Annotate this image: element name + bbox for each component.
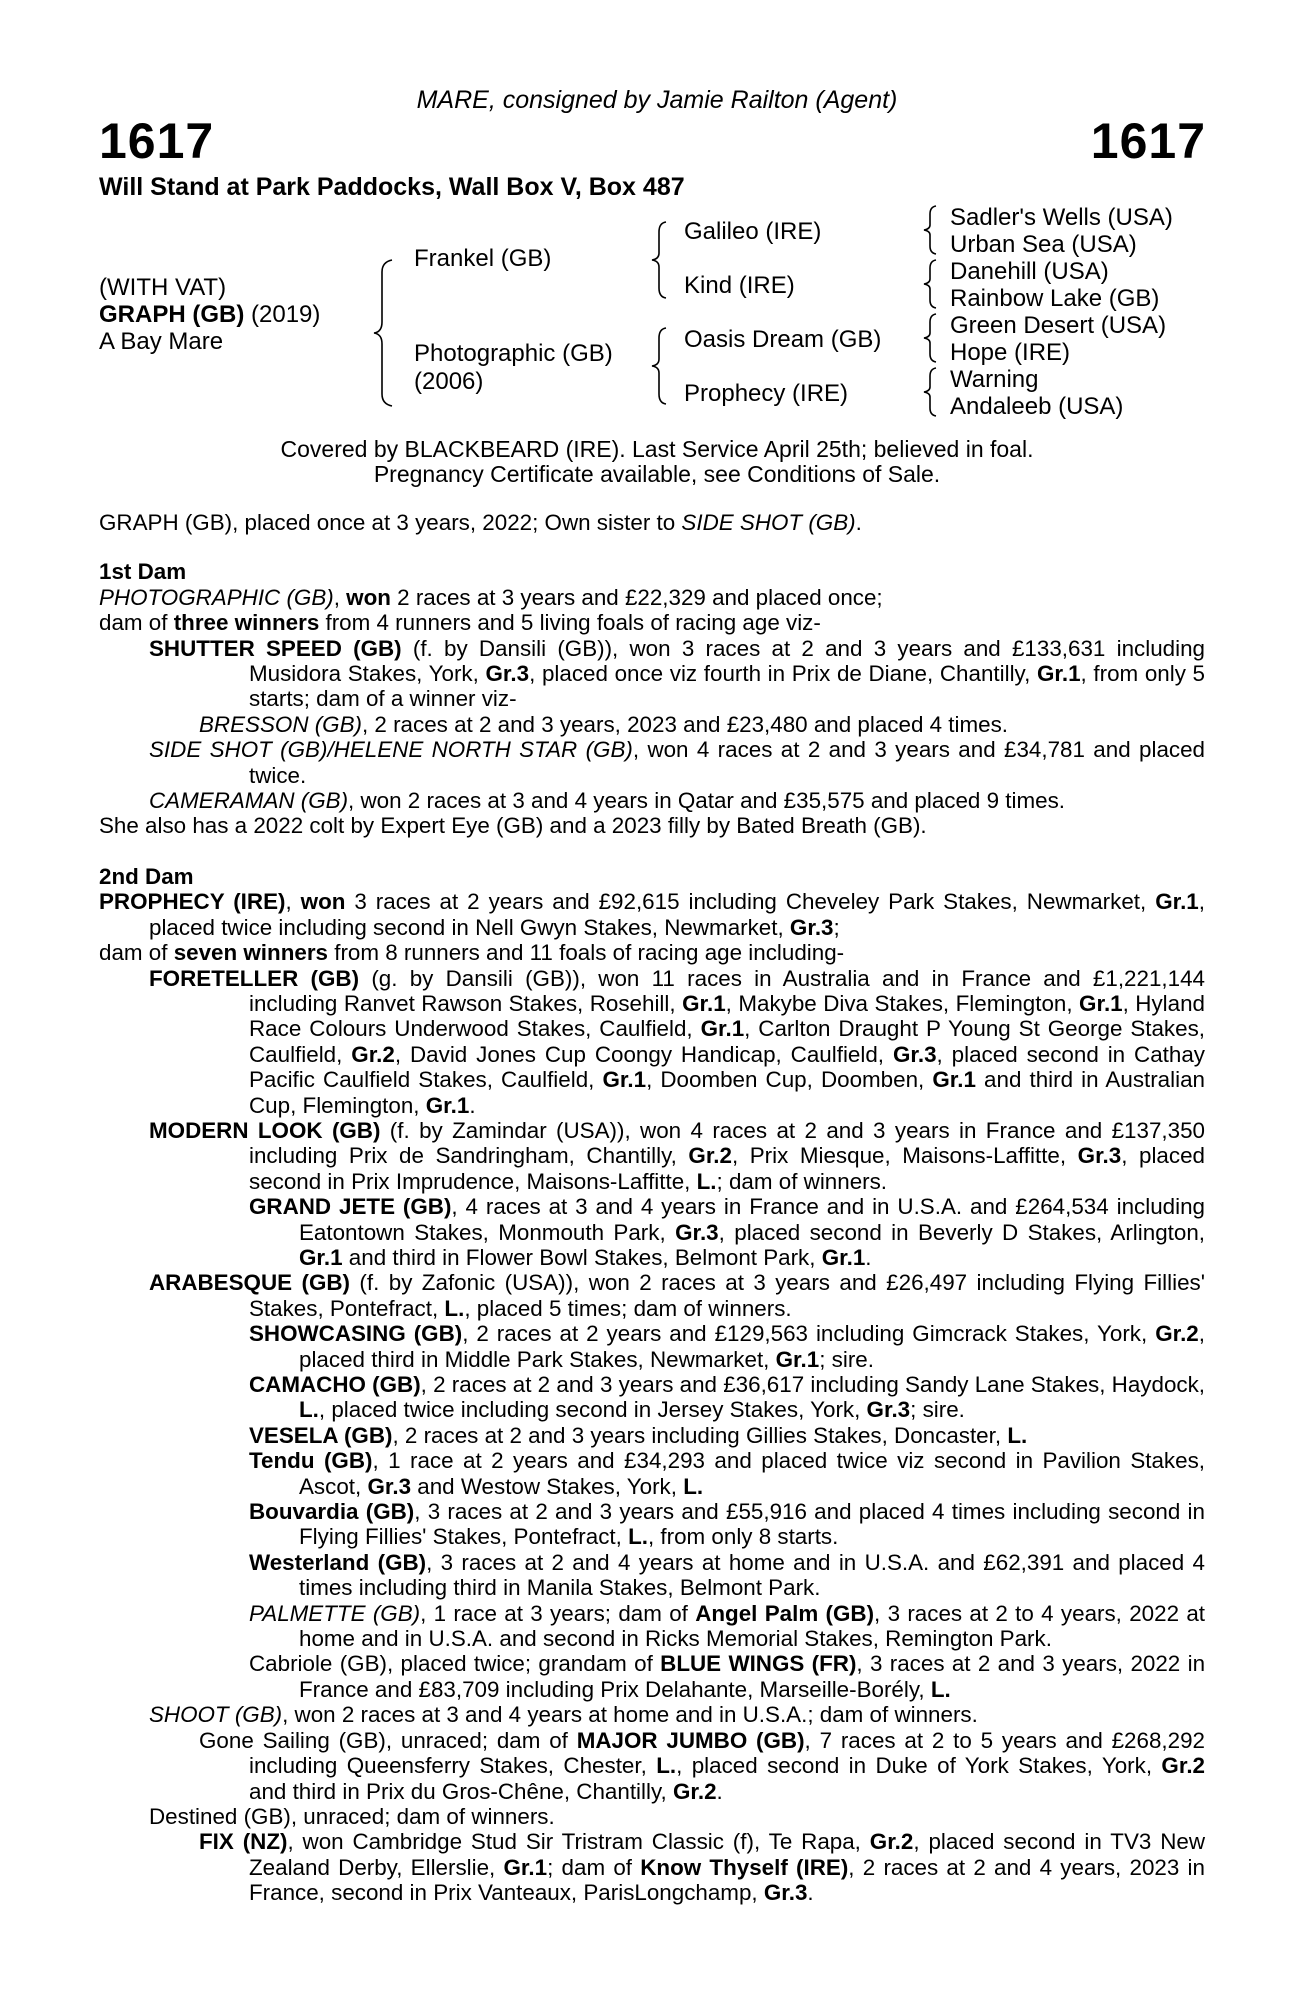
pedigree-brace-main — [372, 258, 394, 408]
produce-foreteller: FORETELLER (GB) (g. by Dansili (GB)), won 11 races in Australia and in France and £1,221,144 including Ranvet Rawson Stakes, Rosehill, Gr.1, Makybe Diva Stakes, Flemington, Gr.1, Hyland Race Colours Underwood Stakes, Caulfield, Gr.1, Carlton Draught P Young St George Stakes, Caulfield, Gr.2, David Jones Cup Coongy Handicap, Caulfield, Gr.3, placed second in Cathay Pacific Caulfield Stakes, Caulfield, Gr.1, Doomben Cup, Doomben, Gr.1 and third in Australian Cup, Flemington, Gr.1. — [149, 965, 1206, 1118]
horse-title — [99, 301, 320, 329]
covered-line-2: Pregnancy Certificate available, see Conditions of Sale. — [373, 461, 941, 487]
second-dam-heading: 2nd Dam — [99, 863, 194, 889]
produce-westerland: Westerland (GB), 3 races at 2 and 4 years at home and in U.S.A. and £62,391 and placed 4 times including third in Manila Stakes, Belmont Park. — [249, 1549, 1205, 1601]
pedigree-dam-year: (2006) — [414, 368, 484, 395]
produce-showcasing: SHOWCASING (GB), 2 races at 2 years and £129,563 including Gimcrack Stakes, York, Gr.2, placed third in Middle Park Stakes, Newmarket, Gr.1; sire. — [249, 1321, 1205, 1372]
pedigree-sire-dam: Kind (IRE) — [684, 272, 795, 299]
produce-bresson: BRESSON (GB), 2 races at 2 and 3 years, 2023 and £23,480 and placed 4 times. — [199, 711, 1009, 737]
vat-note: (WITH VAT) — [99, 274, 227, 301]
pedigree-dam-sire: Oasis Dream (GB) — [684, 326, 882, 353]
pedigree-g8: Andaleeb (USA) — [950, 393, 1124, 420]
first-dam-also: She also has a 2022 colt by Expert Eye (GB) and a 2023 filly by Bated Breath (GB). — [99, 813, 927, 839]
stand-location: Will Stand at Park Paddocks, Wall Box V, Box 487 — [99, 173, 685, 201]
pedigree-sire-sire: Galileo (IRE) — [684, 218, 822, 245]
first-dam-record: PHOTOGRAPHIC (GB), won 2 races at 3 years and £22,329 and placed once; — [99, 584, 883, 610]
produce-bouvardia: Bouvardia (GB), 3 races at 2 and 3 years and £55,916 and placed 4 times including second in Flying Fillies' Stakes, Pontefract, L., from only 8 starts. — [249, 1499, 1205, 1550]
produce-grand-jete: GRAND JETE (GB), 4 races at 3 and 4 years in France and in U.S.A. and £264,534 including Eatontown Stakes, Monmouth Park, Gr.3, placed second in Beverly D Stakes, Arlington, Gr.1 and third in Flower Bowl Stakes, Belmont Park, Gr.1. — [249, 1194, 1205, 1270]
pedigree-sire: Frankel (GB) — [414, 245, 552, 272]
produce-camacho: CAMACHO (GB), 2 races at 2 and 3 years and £36,617 including Sandy Lane Stakes, Haydock, L., placed twice including second in Jersey Stakes, York, Gr.3; sire. — [249, 1372, 1206, 1423]
lot-number-right: 1617 — [1090, 113, 1206, 169]
horse-description: A Bay Mare — [99, 328, 224, 355]
pedigree-g3: Danehill (USA) — [950, 258, 1109, 285]
consignment-line: MARE, consigned by Jamie Railton (Agent) — [416, 86, 898, 114]
pedigree-dam-dam: Prophecy (IRE) — [684, 380, 849, 407]
produce-side-shot: SIDE SHOT (GB)/HELENE NORTH STAR (GB), won 4 races at 2 and 3 years and £34,781 and placed twice. — [149, 737, 1205, 788]
pedigree-g2: Urban Sea (USA) — [950, 231, 1137, 258]
pedigree-dam: Photographic (GB) — [414, 340, 613, 367]
pedigree-brace-sire — [650, 220, 668, 300]
pedigree-g1: Sadler's Wells (USA) — [950, 204, 1173, 231]
pedigree-g4: Rainbow Lake (GB) — [950, 285, 1160, 312]
produce-fix: FIX (NZ), won Cambridge Stud Sir Tristram Classic (f), Te Rapa, Gr.2, placed second in TV3 New Zealand Derby, Ellerslie, Gr.1; dam of Know Thyself (IRE), 2 races at 2 and 4 years, 2023 in France, second in Prix Vanteaux, ParisLongchamp, Gr.3. — [199, 1829, 1205, 1906]
produce-modern-look: MODERN LOOK (GB) (f. by Zamindar (USA)), won 4 races at 2 and 3 years in France and £137,350 including Prix de Sandringham, Chantilly, Gr.2, Prix Miesque, Maisons-Laffitte, Gr.3, placed second in Prix Imprudence, Maisons-Laffitte, L.; dam of winners. — [149, 1117, 1205, 1194]
produce-tendu: Tendu (GB), 1 race at 2 years and £34,293 and placed twice viz second in Pavilion Stakes, Ascot, Gr.3 and Westow Stakes, York, L. — [249, 1448, 1205, 1499]
covered-line-1: Covered by BLACKBEARD (IRE). Last Service April 25th; believed in foal. — [280, 436, 1034, 462]
horse-year: (2019) — [251, 301, 321, 328]
pedigree-brace-dam — [650, 326, 668, 406]
catalogue-body — [99, 510, 1205, 1906]
pedigree-g5: Green Desert (USA) — [950, 312, 1167, 339]
produce-gone-sailing: Gone Sailing (GB), unraced; dam of MAJOR JUMBO (GB), 7 races at 2 to 5 years and £268,292 including Queensferry Stakes, Chester, L., placed second in Duke of York Stakes, York, Gr.2 and third in Prix du Gros-Chêne, Chantilly, Gr.2. — [199, 1727, 1205, 1804]
second-dam-record: PROPHECY (IRE), won 3 races at 2 years and £92,615 including Cheveley Park Stakes, Newmarket, Gr.1, placed twice including second in Nell Gwyn Stakes, Newmarket, Gr.3; — [99, 889, 1205, 940]
pedigree-brace-g78 — [922, 366, 938, 418]
produce-cameraman: CAMERAMAN (GB), won 2 races at 3 and 4 years in Qatar and £35,575 and placed 9 times. — [149, 788, 1065, 814]
produce-shutter-speed: SHUTTER SPEED (GB) (f. by Dansili (GB)), won 3 races at 2 and 3 years and £133,631 including Musidora Stakes, York, Gr.3, placed once viz fourth in Prix de Diane, Chantilly, Gr.1, from only 5 starts; dam of a winner viz- — [149, 635, 1205, 712]
produce-shoot: SHOOT (GB), won 2 races at 3 and 4 years at home and in U.S.A.; dam of winners. — [149, 1702, 978, 1728]
produce-palmette: PALMETTE (GB), 1 race at 3 years; dam of Angel Palm (GB), 3 races at 2 to 4 years, 2022 at home and in U.S.A. and second in Ricks Memorial Stakes, Remington Park. — [249, 1600, 1206, 1652]
produce-vesela: VESELA (GB), 2 races at 2 and 3 years including Gillies Stakes, Doncaster, L. — [249, 1422, 1028, 1448]
pedigree-brace-g34 — [922, 258, 938, 310]
pedigree-g6: Hope (IRE) — [950, 339, 1071, 366]
lot-number-left: 1617 — [99, 113, 215, 169]
pedigree-brace-g12 — [922, 204, 938, 256]
summary-line: GRAPH (GB), placed once at 3 years, 2022; Own sister to SIDE SHOT (GB). — [99, 510, 862, 535]
produce-destined: Destined (GB), unraced; dam of winners. — [149, 1803, 555, 1829]
horse-name: GRAPH (GB) — [99, 301, 245, 328]
second-dam-produce: dam of seven winners from 8 runners and 11 foals of racing age including- — [99, 940, 845, 966]
pedigree-g7: Warning — [950, 366, 1039, 393]
produce-arabesque: ARABESQUE (GB) (f. by Zafonic (USA)), won 2 races at 3 years and £26,497 including Flying Fillies' Stakes, Pontefract, L., placed 5 times; dam of winners. — [149, 1270, 1205, 1321]
pedigree-brace-g56 — [922, 312, 938, 364]
first-dam-produce: dam of three winners from 4 runners and 5 living foals of racing age viz- — [99, 610, 821, 636]
first-dam-heading: 1st Dam — [99, 559, 187, 585]
produce-cabriole: Cabriole (GB), placed twice; grandam of BLUE WINGS (FR), 3 races at 2 and 3 years, 2022 in France and £83,709 including Prix Delahante, Marseille-Borély, L. — [249, 1651, 1206, 1702]
